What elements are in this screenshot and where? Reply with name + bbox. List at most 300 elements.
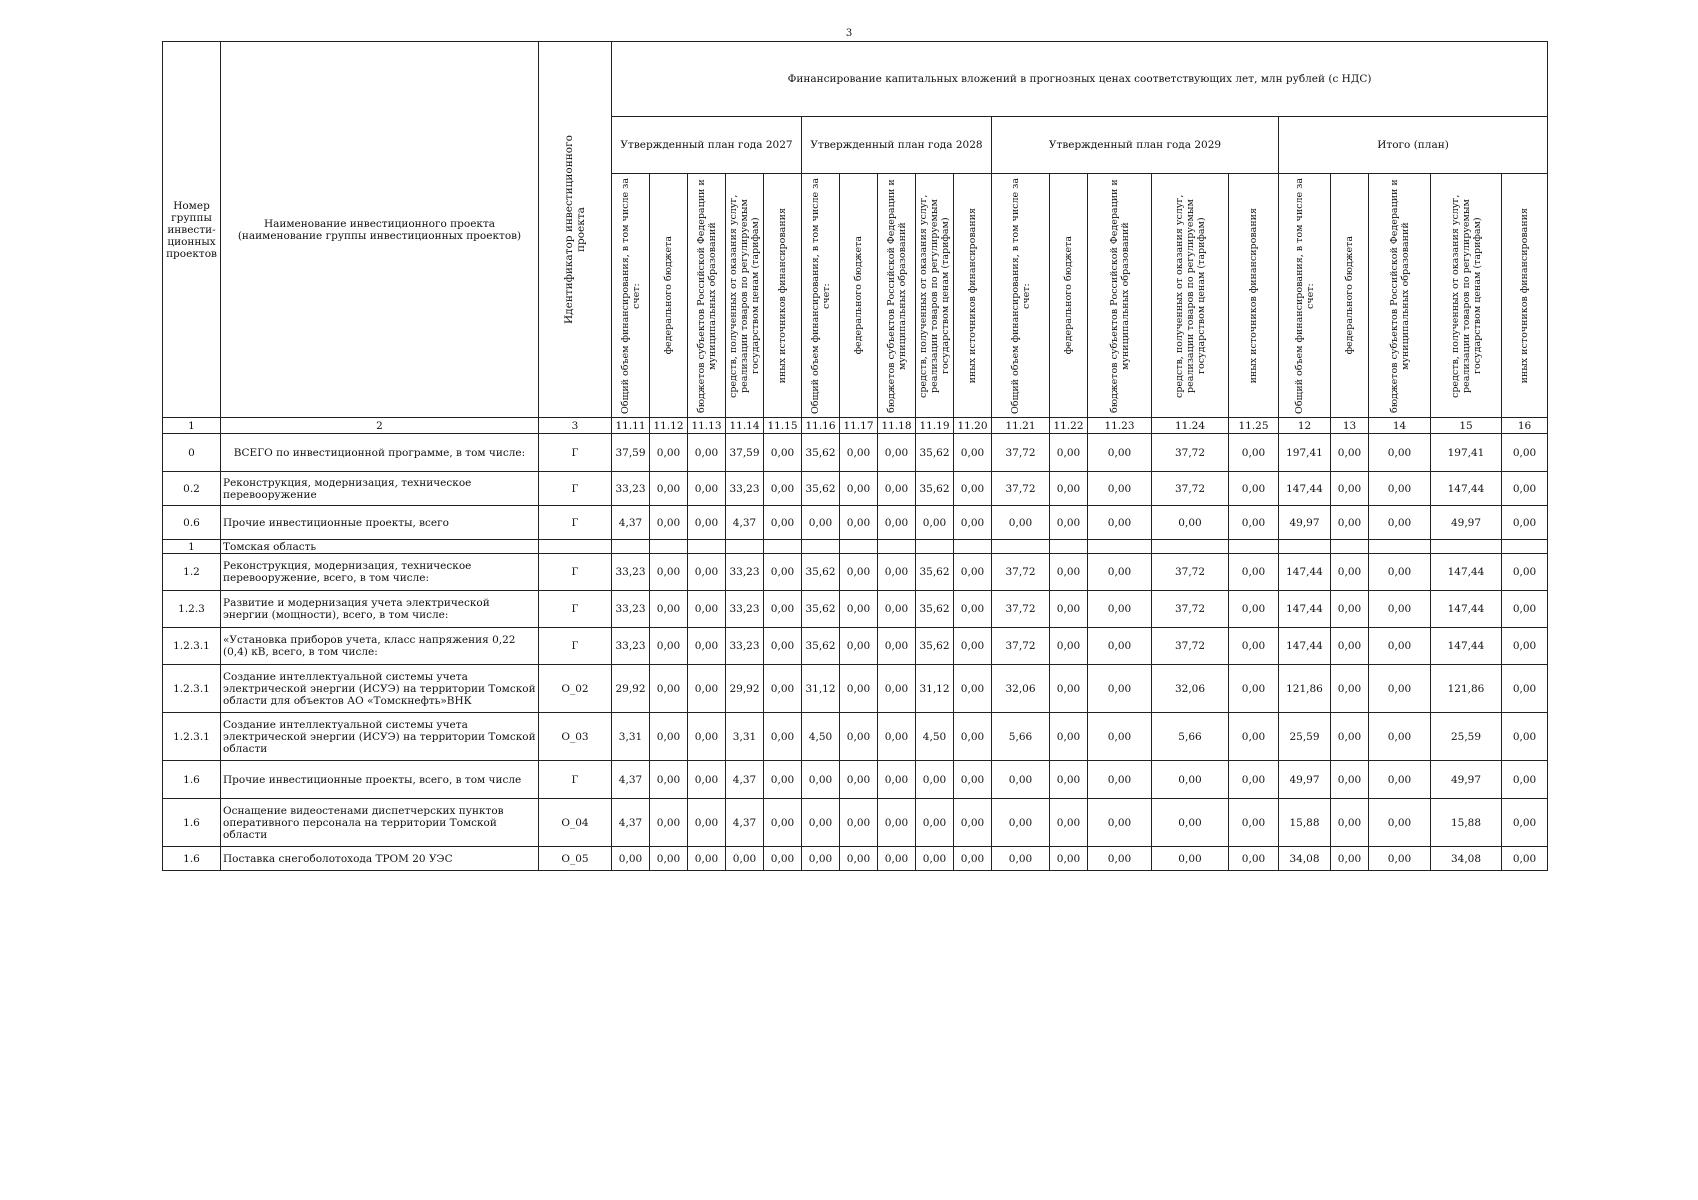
subheader-cell: федерального бюджета: [840, 174, 878, 418]
value-cell: 0,00: [878, 847, 916, 871]
value-cell: 33,23: [726, 472, 764, 506]
value-cell: 0,00: [1050, 665, 1088, 713]
value-cell: 34,08: [1431, 847, 1502, 871]
value-cell: 0,00: [688, 713, 726, 761]
project-id-cell: О_02: [539, 665, 612, 713]
value-cell: 37,72: [1152, 434, 1229, 472]
value-cell: 4,37: [612, 799, 650, 847]
value-cell: 0,00: [802, 506, 840, 540]
subheader-cell: иных источников финансирования: [764, 174, 802, 418]
value-cell: 0,00: [1050, 554, 1088, 591]
value-cell: 0,00: [1152, 761, 1229, 799]
value-cell: 147,44: [1279, 591, 1331, 628]
value-cell: 0,00: [650, 506, 688, 540]
value-cell: 0,00: [1502, 628, 1548, 665]
project-name-cell: Создание интеллектуальной системы учета электрической энергии (ИСУЭ) на территории Томской области для объектов АО «Томскнефть»ВНК: [221, 665, 539, 713]
subheader-cell: Общий объем финансирования, в том числе за счет:: [1279, 174, 1331, 418]
table-row: [163, 713, 1548, 761]
value-cell: 0,00: [878, 665, 916, 713]
subheader-cell: средств, полученных от оказания услуг, реализации товаров по регулируемым государством ценам (тарифам): [726, 174, 764, 418]
table-row: [163, 799, 1548, 847]
value-cell: 5,66: [1152, 713, 1229, 761]
value-cell: 0,00: [1088, 554, 1152, 591]
value-cell: 0,00: [1229, 713, 1279, 761]
project-id-cell: О_04: [539, 799, 612, 847]
value-cell: 0,00: [764, 799, 802, 847]
subheader-cell: бюджетов субъектов Российской Федерации и муниципальных образований: [1088, 174, 1152, 418]
value-cell: 0,00: [992, 799, 1050, 847]
subheader-cell: иных источников финансирования: [1229, 174, 1279, 418]
project-name-cell: Развитие и модернизация учета электрической энергии (мощности), всего, в том числе:: [221, 591, 539, 628]
value-cell: 0,00: [764, 554, 802, 591]
value-cell: 0,00: [764, 628, 802, 665]
value-cell: 0,00: [688, 665, 726, 713]
value-cell: 0,00: [1088, 761, 1152, 799]
value-cell: 0,00: [954, 665, 992, 713]
value-cell: 0,00: [688, 799, 726, 847]
value-cell: 37,59: [726, 434, 764, 472]
value-cell: 0,00: [1331, 665, 1369, 713]
value-cell: [1050, 540, 1088, 554]
value-cell: [688, 540, 726, 554]
value-cell: 0,00: [1088, 628, 1152, 665]
value-cell: 0,00: [878, 434, 916, 472]
value-cell: 4,50: [916, 713, 954, 761]
column-number: 11.21: [992, 418, 1050, 434]
value-cell: 0,00: [1050, 847, 1088, 871]
subheader-cell: бюджетов субъектов Российской Федерации и муниципальных образований: [878, 174, 916, 418]
value-cell: 0,00: [1050, 713, 1088, 761]
value-cell: 0,00: [688, 628, 726, 665]
value-cell: 4,37: [726, 799, 764, 847]
project-name-cell: ВСЕГО по инвестиционной программе, в том числе:: [221, 434, 539, 472]
value-cell: 0,00: [1502, 761, 1548, 799]
value-cell: 0,00: [650, 554, 688, 591]
value-cell: 0,00: [840, 761, 878, 799]
value-cell: 0,00: [764, 434, 802, 472]
value-cell: 0,00: [1050, 506, 1088, 540]
value-cell: 0,00: [1502, 506, 1548, 540]
value-cell: 0,00: [650, 799, 688, 847]
value-cell: 0,00: [1369, 554, 1431, 591]
project-id-cell: Г: [539, 506, 612, 540]
value-cell: 0,00: [840, 665, 878, 713]
value-cell: 0,00: [1229, 472, 1279, 506]
value-cell: 35,62: [802, 554, 840, 591]
value-cell: 0,00: [1229, 799, 1279, 847]
value-cell: 0,00: [764, 847, 802, 871]
value-cell: 49,97: [1279, 506, 1331, 540]
table-row: [163, 472, 1548, 506]
value-cell: 0,00: [1050, 761, 1088, 799]
value-cell: 0,00: [1088, 847, 1152, 871]
value-cell: [726, 540, 764, 554]
value-cell: 37,72: [1152, 472, 1229, 506]
project-id-cell: О_05: [539, 847, 612, 871]
subheader-cell: федерального бюджета: [650, 174, 688, 418]
value-cell: 0,00: [878, 472, 916, 506]
value-cell: [1088, 540, 1152, 554]
value-cell: 147,44: [1279, 554, 1331, 591]
column-number: 11.22: [1050, 418, 1088, 434]
value-cell: [954, 540, 992, 554]
value-cell: 197,41: [1431, 434, 1502, 472]
value-cell: 0,00: [954, 506, 992, 540]
column-number: 12: [1279, 418, 1331, 434]
column-number: 11.11: [612, 418, 650, 434]
investment-table: [162, 41, 1548, 871]
header-financing: Финансирование капитальных вложений в прогнозных ценах соответствующих лет, млн рублей (с НДС): [612, 42, 1548, 117]
column-number: 11.14: [726, 418, 764, 434]
value-cell: 0,00: [878, 554, 916, 591]
value-cell: 0,00: [1229, 506, 1279, 540]
value-cell: 37,72: [992, 591, 1050, 628]
value-cell: 147,44: [1431, 591, 1502, 628]
value-cell: 0,00: [802, 761, 840, 799]
table-row: [163, 761, 1548, 799]
value-cell: 147,44: [1431, 628, 1502, 665]
column-number: 2: [221, 418, 539, 434]
project-id-cell: О_03: [539, 713, 612, 761]
value-cell: 0,00: [1369, 472, 1431, 506]
value-cell: 49,97: [1431, 506, 1502, 540]
column-number: 11.15: [764, 418, 802, 434]
project-id-cell: [539, 540, 612, 554]
subheader-cell: иных источников финансирования: [1502, 174, 1548, 418]
value-cell: 0,00: [1331, 554, 1369, 591]
value-cell: 0,00: [954, 628, 992, 665]
value-cell: 37,72: [992, 472, 1050, 506]
group-number-cell: 1.2.3.1: [163, 628, 221, 665]
value-cell: 0,00: [764, 472, 802, 506]
value-cell: [612, 540, 650, 554]
value-cell: 0,00: [878, 506, 916, 540]
group-number-cell: 1.2.3: [163, 591, 221, 628]
value-cell: 147,44: [1431, 472, 1502, 506]
value-cell: [1331, 540, 1369, 554]
value-cell: 0,00: [650, 847, 688, 871]
value-cell: 0,00: [764, 713, 802, 761]
value-cell: 0,00: [954, 799, 992, 847]
value-cell: 33,23: [612, 591, 650, 628]
value-cell: 37,72: [992, 554, 1050, 591]
value-cell: 49,97: [1279, 761, 1331, 799]
value-cell: 0,00: [1502, 591, 1548, 628]
group-number-cell: 1.2.3.1: [163, 713, 221, 761]
value-cell: 0,00: [916, 847, 954, 871]
project-id-cell: Г: [539, 628, 612, 665]
value-cell: 0,00: [612, 847, 650, 871]
value-cell: 0,00: [1088, 472, 1152, 506]
value-cell: 0,00: [840, 591, 878, 628]
table-body: [163, 418, 1548, 871]
project-name-cell: Реконструкция, модернизация, техническое перевооружение: [221, 472, 539, 506]
value-cell: 0,00: [764, 506, 802, 540]
value-cell: 0,00: [1331, 628, 1369, 665]
value-cell: 0,00: [840, 554, 878, 591]
project-id-cell: Г: [539, 554, 612, 591]
column-number: 11.23: [1088, 418, 1152, 434]
value-cell: 37,59: [612, 434, 650, 472]
column-number: 11.12: [650, 418, 688, 434]
value-cell: 0,00: [954, 591, 992, 628]
table-row: [163, 506, 1548, 540]
value-cell: 0,00: [1502, 554, 1548, 591]
value-cell: 0,00: [1229, 554, 1279, 591]
value-cell: 0,00: [764, 761, 802, 799]
value-cell: 0,00: [1331, 799, 1369, 847]
value-cell: 147,44: [1431, 554, 1502, 591]
value-cell: 0,00: [1050, 799, 1088, 847]
value-cell: 197,41: [1279, 434, 1331, 472]
value-cell: 0,00: [764, 591, 802, 628]
project-name-cell: Создание интеллектуальной системы учета электрической энергии (ИСУЭ) на территории Томской области: [221, 713, 539, 761]
value-cell: 147,44: [1279, 628, 1331, 665]
value-cell: 4,37: [612, 761, 650, 799]
value-cell: 35,62: [916, 472, 954, 506]
value-cell: 35,62: [802, 434, 840, 472]
group-number-cell: 0: [163, 434, 221, 472]
header-project-name: Наименование инвестиционного проекта (наименование группы инвестиционных проектов): [221, 42, 539, 418]
value-cell: 0,00: [764, 665, 802, 713]
header-project-id: Идентификатор инвестиционного проекта: [539, 42, 612, 418]
value-cell: 0,00: [840, 847, 878, 871]
value-cell: 0,00: [1502, 847, 1548, 871]
value-cell: 33,23: [612, 472, 650, 506]
value-cell: 0,00: [1152, 506, 1229, 540]
value-cell: 0,00: [688, 761, 726, 799]
value-cell: 0,00: [1369, 628, 1431, 665]
group-number-cell: 1: [163, 540, 221, 554]
value-cell: 0,00: [1152, 847, 1229, 871]
value-cell: 37,72: [1152, 591, 1229, 628]
subheader-cell: бюджетов субъектов Российской Федерации и муниципальных образований: [688, 174, 726, 418]
value-cell: 0,00: [1088, 506, 1152, 540]
value-cell: 0,00: [1152, 799, 1229, 847]
column-number: 11.25: [1229, 418, 1279, 434]
value-cell: 0,00: [840, 713, 878, 761]
value-cell: 15,88: [1279, 799, 1331, 847]
value-cell: 0,00: [840, 434, 878, 472]
project-name-cell: Реконструкция, модернизация, техническое перевооружение, всего, в том числе:: [221, 554, 539, 591]
value-cell: 29,92: [612, 665, 650, 713]
value-cell: 0,00: [954, 472, 992, 506]
value-cell: 3,31: [612, 713, 650, 761]
value-cell: 5,66: [992, 713, 1050, 761]
value-cell: 0,00: [840, 799, 878, 847]
value-cell: 0,00: [1229, 665, 1279, 713]
value-cell: [1229, 540, 1279, 554]
value-cell: 0,00: [1229, 591, 1279, 628]
value-cell: 0,00: [954, 554, 992, 591]
value-cell: 0,00: [688, 554, 726, 591]
header-period-2028: Утвержденный план года 2028: [802, 117, 992, 174]
value-cell: 0,00: [1502, 472, 1548, 506]
table-row: [163, 628, 1548, 665]
table-row: [163, 540, 1548, 554]
value-cell: 35,62: [802, 591, 840, 628]
column-number: 11.17: [840, 418, 878, 434]
value-cell: [650, 540, 688, 554]
value-cell: 0,00: [802, 847, 840, 871]
column-number: 11.19: [916, 418, 954, 434]
value-cell: 0,00: [954, 434, 992, 472]
value-cell: 0,00: [992, 847, 1050, 871]
value-cell: 0,00: [1369, 591, 1431, 628]
value-cell: 37,72: [1152, 554, 1229, 591]
group-number-cell: 1.2.3.1: [163, 665, 221, 713]
value-cell: [1152, 540, 1229, 554]
column-number: 11.18: [878, 418, 916, 434]
value-cell: 0,00: [878, 761, 916, 799]
value-cell: 0,00: [1229, 847, 1279, 871]
value-cell: 0,00: [1502, 713, 1548, 761]
value-cell: 31,12: [802, 665, 840, 713]
value-cell: 32,06: [1152, 665, 1229, 713]
project-name-cell: «Установка приборов учета, класс напряжения 0,22 (0,4) кВ, всего, в том числе:: [221, 628, 539, 665]
value-cell: 4,50: [802, 713, 840, 761]
value-cell: 0,00: [916, 761, 954, 799]
value-cell: 0,00: [1050, 628, 1088, 665]
value-cell: 0,00: [1369, 713, 1431, 761]
column-number-row: [163, 418, 1548, 434]
value-cell: 0,00: [954, 713, 992, 761]
value-cell: 0,00: [878, 713, 916, 761]
subheader-cell: иных источников финансирования: [954, 174, 992, 418]
value-cell: 0,00: [726, 847, 764, 871]
value-cell: 0,00: [1229, 761, 1279, 799]
value-cell: 0,00: [650, 665, 688, 713]
value-cell: 0,00: [688, 434, 726, 472]
subheader-cell: Общий объем финансирования, в том числе за счет:: [802, 174, 840, 418]
value-cell: [916, 540, 954, 554]
value-cell: 0,00: [650, 434, 688, 472]
value-cell: 35,62: [916, 554, 954, 591]
subheader-cell: средств, полученных от оказания услуг, реализации товаров по регулируемым государством ценам (тарифам): [1152, 174, 1229, 418]
group-number-cell: 0.6: [163, 506, 221, 540]
value-cell: 0,00: [1050, 434, 1088, 472]
table-row: [163, 591, 1548, 628]
value-cell: 0,00: [878, 628, 916, 665]
value-cell: 0,00: [992, 506, 1050, 540]
group-number-cell: 1.6: [163, 799, 221, 847]
project-name-cell: Томская область: [221, 540, 539, 554]
column-number: 14: [1369, 418, 1431, 434]
value-cell: 0,00: [688, 506, 726, 540]
value-cell: 0,00: [840, 506, 878, 540]
value-cell: 0,00: [840, 628, 878, 665]
value-cell: [1431, 540, 1502, 554]
value-cell: 4,37: [726, 761, 764, 799]
value-cell: 0,00: [878, 799, 916, 847]
column-number: 11.24: [1152, 418, 1229, 434]
value-cell: 4,37: [726, 506, 764, 540]
value-cell: 0,00: [1331, 506, 1369, 540]
value-cell: 29,92: [726, 665, 764, 713]
value-cell: 0,00: [650, 472, 688, 506]
header-period-total: Итого (план): [1279, 117, 1548, 174]
value-cell: 0,00: [1369, 665, 1431, 713]
value-cell: 0,00: [1229, 434, 1279, 472]
value-cell: 0,00: [650, 713, 688, 761]
project-id-cell: Г: [539, 472, 612, 506]
project-id-cell: Г: [539, 434, 612, 472]
group-number-cell: 1.6: [163, 761, 221, 799]
value-cell: [802, 540, 840, 554]
group-number-cell: 0.2: [163, 472, 221, 506]
subheader-cell: средств, полученных от оказания услуг, реализации товаров по регулируемым государством ценам (тарифам): [916, 174, 954, 418]
value-cell: 0,00: [1502, 434, 1548, 472]
project-id-cell: Г: [539, 761, 612, 799]
subheader-cell: Общий объем финансирования, в том числе за счет:: [992, 174, 1050, 418]
value-cell: 0,00: [1088, 665, 1152, 713]
value-cell: 37,72: [1152, 628, 1229, 665]
value-cell: 0,00: [992, 761, 1050, 799]
column-number: 11.13: [688, 418, 726, 434]
column-number: 16: [1502, 418, 1548, 434]
value-cell: 0,00: [802, 799, 840, 847]
value-cell: 0,00: [1369, 761, 1431, 799]
value-cell: 3,31: [726, 713, 764, 761]
value-cell: 0,00: [916, 506, 954, 540]
page-number: 3: [845, 28, 853, 39]
subheader-cell: средств, полученных от оказания услуг, реализации товаров по регулируемым государством ценам (тарифам): [1431, 174, 1502, 418]
project-name-cell: Прочие инвестиционные проекты, всего, в том числе: [221, 761, 539, 799]
group-number-cell: 1.6: [163, 847, 221, 871]
value-cell: 33,23: [726, 628, 764, 665]
value-cell: 33,23: [726, 591, 764, 628]
value-cell: 35,62: [916, 628, 954, 665]
table-row: [163, 847, 1548, 871]
value-cell: [1502, 540, 1548, 554]
value-cell: [1279, 540, 1331, 554]
value-cell: 35,62: [916, 591, 954, 628]
table-row: [163, 434, 1548, 472]
subheader-cell: федерального бюджета: [1050, 174, 1088, 418]
project-name-cell: Поставка снегоболотохода ТРОМ 20 УЭС: [221, 847, 539, 871]
value-cell: 0,00: [916, 799, 954, 847]
value-cell: 0,00: [1331, 472, 1369, 506]
value-cell: 0,00: [1088, 591, 1152, 628]
value-cell: [1369, 540, 1431, 554]
value-cell: 37,72: [992, 628, 1050, 665]
value-cell: [840, 540, 878, 554]
column-number: 11.20: [954, 418, 992, 434]
project-name-cell: Прочие инвестиционные проекты, всего: [221, 506, 539, 540]
column-number: 13: [1331, 418, 1369, 434]
table-row: [163, 554, 1548, 591]
value-cell: 0,00: [1331, 713, 1369, 761]
value-cell: 33,23: [726, 554, 764, 591]
value-cell: 121,86: [1431, 665, 1502, 713]
value-cell: 0,00: [650, 761, 688, 799]
column-number: 15: [1431, 418, 1502, 434]
value-cell: 0,00: [1331, 591, 1369, 628]
value-cell: 0,00: [1331, 847, 1369, 871]
value-cell: [878, 540, 916, 554]
value-cell: 25,59: [1431, 713, 1502, 761]
value-cell: 0,00: [954, 761, 992, 799]
value-cell: 0,00: [1088, 799, 1152, 847]
group-number-cell: 1.2: [163, 554, 221, 591]
value-cell: 0,00: [688, 591, 726, 628]
value-cell: 0,00: [688, 847, 726, 871]
header-group-number: Номер группы инвести-ционных проектов: [163, 42, 221, 418]
value-cell: 33,23: [612, 628, 650, 665]
value-cell: 0,00: [1331, 761, 1369, 799]
value-cell: 15,88: [1431, 799, 1502, 847]
value-cell: 0,00: [1369, 506, 1431, 540]
